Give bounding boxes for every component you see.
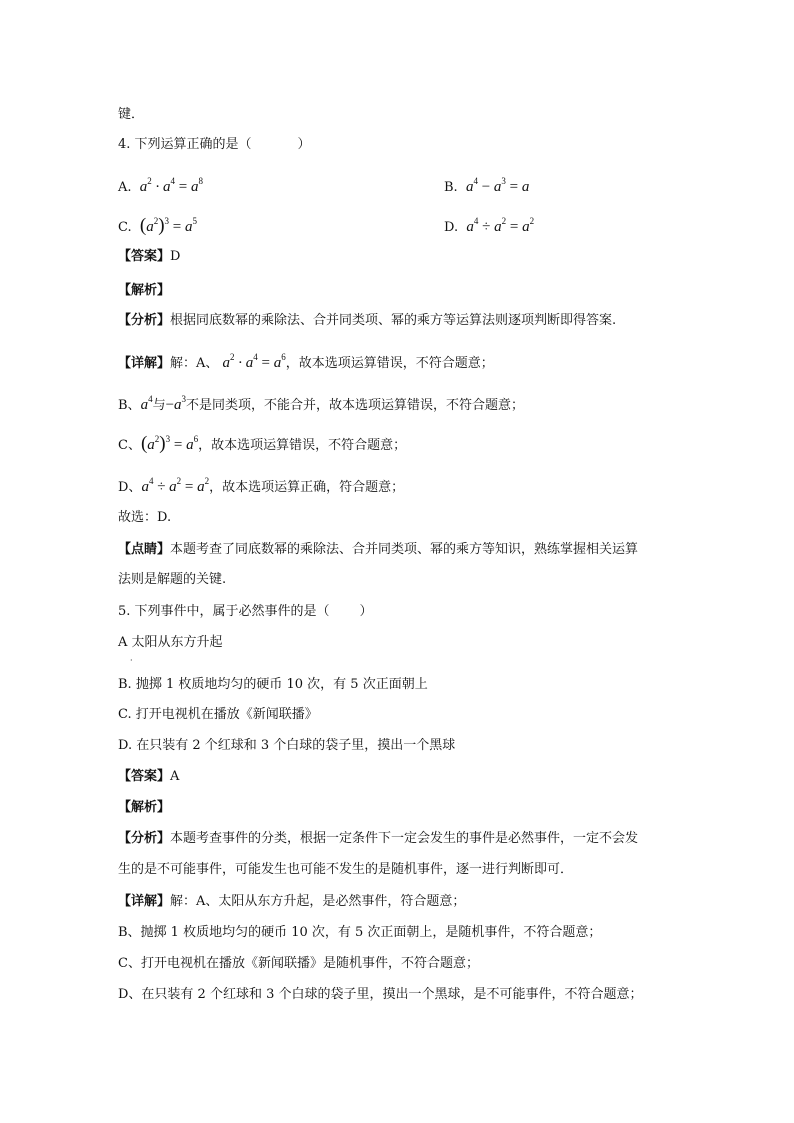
q5-answer: 【答案】A [118, 769, 180, 784]
q4-fenxi: 【分析】根据同底数幂的乘除法、合并同类项、幂的乘方等运算法则逐项判断即得答案. [118, 313, 617, 328]
q4-option-d-formula: $a^4 \div a^2 = a^2$ [466, 216, 535, 235]
q5-xiangjie-b: B、抛掷 1 枚质地均匀的硬币 10 次，有 5 次正面朝上，是随机事件，不符合题意； [118, 925, 602, 940]
q5-stem: 5. 下列事件中，属于必然事件的是（ ） [118, 604, 373, 619]
q4-option-d: D. $a^4 \div a^2 = a^2$ [444, 216, 535, 235]
q4-option-b-formula: $a^4 - a^3 = a$ [465, 176, 530, 195]
q5-option-b: B. 抛掷 1 枚质地均匀的硬币 10 次，有 5 次正面朝上 [118, 677, 428, 692]
q4-conclusion: 故选：D. [118, 510, 172, 525]
q4-option-a-formula: $a^2 \cdot a^4 = a^8$ [139, 176, 204, 195]
q4-xiangjie-b: B、$a^4$与$-a^3$不是同类项，不能合并，故本选项运算错误，不符合题意； [118, 394, 525, 413]
q4-option-a: A. $a^2 \cdot a^4 = a^8$ [118, 176, 204, 195]
q4-stem: 4. 下列运算正确的是（ ） [118, 137, 311, 152]
q4-xiangjie-a: 【详解】解：A、 $a^2 \cdot a^4 = a^6$，故本选项运算错误，不符合题意； [118, 352, 494, 371]
q5-analysis-head: 【解析】 [118, 800, 171, 815]
q5-option-a: A 太阳从东方升起 [118, 635, 223, 650]
header-fragment: 键． [118, 107, 145, 122]
q5-xiangjie-d: D、在只装有 2 个红球和 3 个白球的袋子里，摸出一个黑球，是不可能事件，不符合题意； [118, 987, 643, 1002]
q4-analysis-head: 【解析】 [118, 283, 171, 298]
q4-option-c-formula: $(a^2)^3 = a^5$ [139, 215, 198, 236]
q5-xiangjie-a: 【详解】解：A、太阳从东方升起，是必然事件，符合题意； [118, 894, 466, 909]
q5-fenxi-1: 【分析】本题考查事件的分类，根据一定条件下一定会发生的事件是必然事件，一定不会发 [118, 831, 639, 846]
q4-xiangjie-c: C、$(a^2)^3 = a^6$，故本选项运算错误，不符合题意； [118, 433, 407, 454]
stray-dot: · [130, 656, 133, 665]
q5-option-d: D. 在只装有 2 个红球和 3 个白球的袋子里，摸出一个黑球 [118, 738, 456, 753]
q5-xiangjie-c: C、打开电视机在播放《新闻联播》是随机事件，不符合题意； [118, 956, 479, 971]
q4-dianjing-2: 法则是解题的关键. [118, 572, 227, 587]
q4-answer: 【答案】D [118, 249, 181, 264]
q4-xiangjie-d: D、$a^4 \div a^2 = a^2$，故本选项运算正确，符合题意； [118, 476, 405, 495]
q4-option-c: C. $(a^2)^3 = a^5$ [118, 215, 198, 236]
q4-dianjing-1: 【点睛】本题考查了同底数幂的乘除法、合并同类项、幂的乘方等知识，熟练掌握相关运算 [118, 542, 639, 557]
q5-fenxi-2: 生的是不可能事件，可能发生也可能不发生的是随机事件，逐一进行判断即可． [118, 862, 574, 877]
q5-option-c: C. 打开电视机在播放《新闻联播》 [118, 707, 318, 722]
q4-option-b: B. $a^4 - a^3 = a$ [444, 176, 530, 195]
